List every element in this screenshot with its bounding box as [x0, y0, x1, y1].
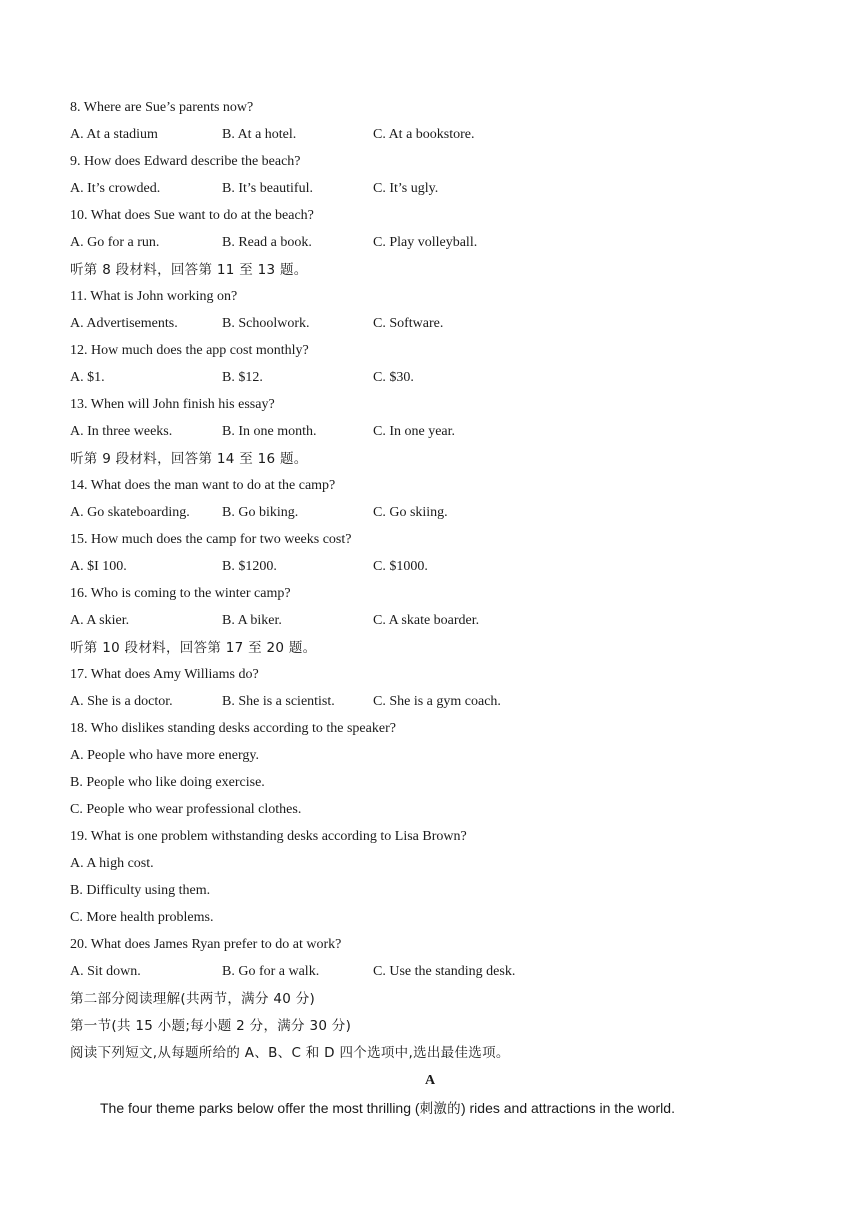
passage-label: A [424, 1073, 436, 1088]
answer-option: A. It’s crowded. [70, 181, 161, 196]
answer-option: B. People who like doing exercise. [70, 775, 265, 790]
reading-instruction: 阅读下列短文,从每题所给的 A、B、C 和 D 四个选项中,选出最佳选项。 [70, 1045, 510, 1061]
question-stem: 11. What is John working on? [70, 289, 238, 304]
section-instruction: 听第 8 段材料，回答第 11 至 13 题。 [70, 262, 308, 278]
answer-option: C. More health problems. [70, 910, 214, 925]
section-one-heading: 第一节(共 15 小题;每小题 2 分，满分 30 分) [70, 1018, 352, 1034]
answer-option: C. It’s ugly. [373, 181, 439, 196]
answer-option: C. Software. [373, 316, 444, 331]
answer-option: B. In one month. [222, 424, 317, 439]
answer-option: C. At a bookstore. [373, 127, 475, 142]
answer-option: B. Read a book. [222, 235, 312, 250]
answer-option: A. A high cost. [70, 856, 154, 871]
question-stem: 17. What does Amy Williams do? [70, 667, 259, 682]
passage-intro-gloss: 刺激的 [419, 1101, 461, 1117]
answer-option: B. It’s beautiful. [222, 181, 313, 196]
section-instruction: 听第 9 段材料，回答第 14 至 16 题。 [70, 451, 308, 467]
answer-option: B. Difficulty using them. [70, 883, 211, 898]
answer-option: B. Schoolwork. [222, 316, 310, 331]
passage-intro-text-2: ) rides and attractions in the world. [460, 1100, 675, 1116]
question-stem: 8. Where are Sue’s parents now? [70, 100, 254, 115]
answer-option: A. In three weeks. [70, 424, 173, 439]
answer-option: C. Use the standing desk. [373, 964, 516, 979]
answer-option: A. She is a doctor. [70, 694, 173, 709]
question-stem: 18. Who dislikes standing desks according to the speaker? [70, 721, 396, 736]
section-instruction: 听第 10 段材料，回答第 17 至 20 题。 [70, 640, 317, 656]
answer-option: A. $1. [70, 370, 105, 385]
answer-option: B. Go for a walk. [222, 964, 320, 979]
question-stem: 12. How much does the app cost monthly? [70, 343, 309, 358]
answer-option: B. Go biking. [222, 505, 299, 520]
answer-option: A. At a stadium [70, 127, 158, 142]
answer-option: A. Advertisements. [70, 316, 178, 331]
answer-option: A. Sit down. [70, 964, 141, 979]
answer-option: B. At a hotel. [222, 127, 297, 142]
question-stem: 16. Who is coming to the winter camp? [70, 586, 291, 601]
answer-option: C. In one year. [373, 424, 456, 439]
part-two-heading: 第二部分阅读理解(共两节，满分 40 分) [70, 991, 316, 1007]
question-stem: 9. How does Edward describe the beach? [70, 154, 301, 169]
answer-option: C. She is a gym coach. [373, 694, 501, 709]
question-stem: 20. What does James Ryan prefer to do at work? [70, 937, 342, 952]
answer-option: C. Play volleyball. [373, 235, 478, 250]
question-stem: 15. How much does the camp for two weeks cost? [70, 532, 352, 547]
answer-option: B. She is a scientist. [222, 694, 335, 709]
answer-option: C. $1000. [373, 559, 428, 574]
answer-option: A. A skier. [70, 613, 130, 628]
question-stem: 13. When will John finish his essay? [70, 397, 275, 412]
answer-option: C. A skate boarder. [373, 613, 480, 628]
passage-intro [100, 1098, 675, 1118]
answer-option: C. Go skiing. [373, 505, 448, 520]
answer-option: C. People who wear professional clothes. [70, 802, 302, 817]
answer-option: A. People who have more energy. [70, 748, 259, 763]
answer-option: C. $30. [373, 370, 414, 385]
answer-option: B. A biker. [222, 613, 282, 628]
answer-option: A. Go for a run. [70, 235, 160, 250]
question-stem: 14. What does the man want to do at the camp? [70, 478, 336, 493]
answer-option: B. $1200. [222, 559, 277, 574]
question-stem: 19. What is one problem withstanding desks according to Lisa Brown? [70, 829, 467, 844]
answer-option: B. $12. [222, 370, 263, 385]
passage-intro-text-1: The four theme parks below offer the most thrilling ( [100, 1100, 420, 1116]
question-stem: 10. What does Sue want to do at the beach? [70, 208, 314, 223]
answer-option: A. Go skateboarding. [70, 505, 190, 520]
answer-option: A. $I 100. [70, 559, 127, 574]
